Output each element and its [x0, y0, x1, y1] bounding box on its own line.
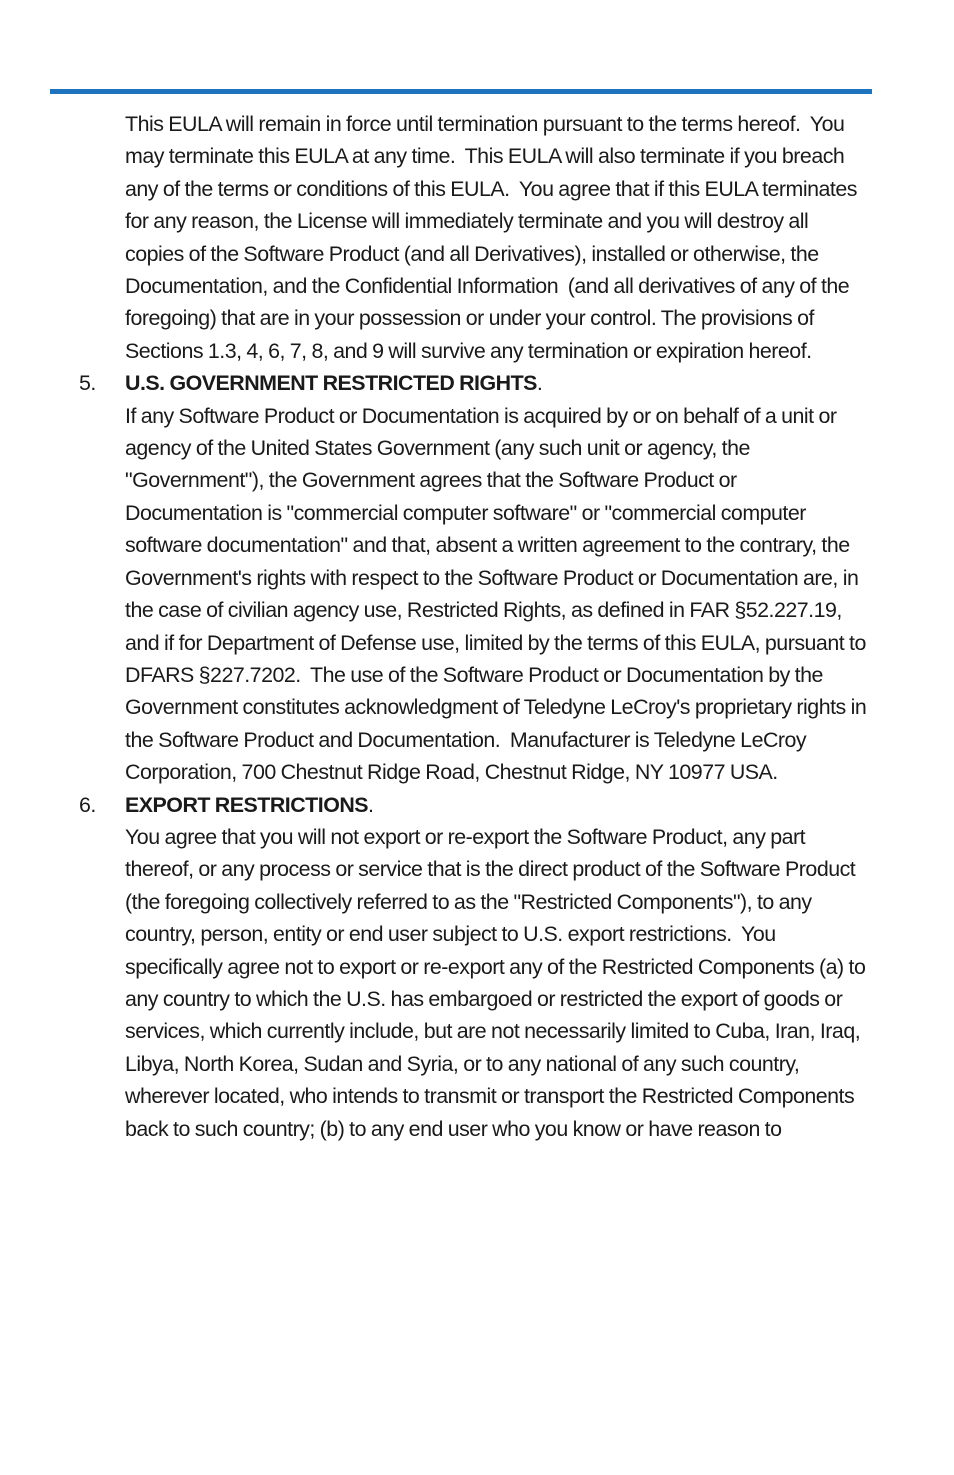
section-number: 5.: [79, 371, 96, 396]
section-title-period: .: [368, 792, 374, 817]
section-6: [79, 789, 871, 1145]
section-number: 6.: [79, 792, 96, 817]
section-title-period: .: [536, 371, 543, 396]
section-title: U.S. GOVERNMENT RESTRICTED RIGHTS: [125, 371, 537, 396]
section-body: If any Software Product or Documentation is acquired by or on behalf of a unit or agency of the United States Government (any such unit or agency, the "Government"), the Government agrees that the Software Product or Documentation is "commercial computer software" or "commercial computer software documentation" and that, absent a written agreement to the contrary, the Government's rights with respect to the Software Product or Documentation are, in the case of civilian agency use, Restricted Rights, as defined in FAR §52.227.19, and if for Department of Defense use, limited by the terms of this EULA, pursuant to DFARS §227.7202. The use of the Software Product or Documentation by the Government constitutes acknowledgment of Teledyne LeCroy's proprietary rights in the Software Product and Documentation. Manufacturer is Teledyne LeCroy Corporation, 700 Chestnut Ridge Road, Chestnut Ridge, NY 10977 USA.: [125, 403, 872, 785]
header-rule: [50, 89, 872, 94]
section-heading: [125, 789, 867, 821]
section-5: [79, 367, 872, 788]
section-heading: [125, 367, 867, 399]
document-body: [79, 108, 872, 1145]
section-body: You agree that you will not export or re-export the Software Product, any part thereof, or any process or service that is the direct product of the Software Product (the foregoing collectively referred to as the "Restricted Components"), to any country, person, entity or end user subject to U.S. export restrictions. You specifically agree not to export or re-export any of the Restricted Components (a) to any country to which the U.S. has embargoed or restricted the export of goods or services, which currently include, but are not necessarily limited to Cuba, Iran, Iraq, Libya, North Korea, Sudan and Syria, or to any national of any such country, wherever located, who intends to transmit or transport the Restricted Components back to such country; (b) to any end user who you know or have reason to: [125, 824, 871, 1141]
section-title: EXPORT RESTRICTIONS: [125, 792, 369, 817]
termination-paragraph: This EULA will remain in force until termination pursuant to the terms hereof. You may terminate this EULA at any time. This EULA will also terminate if you breach any of the terms or conditions of this EULA. You agree that if this EULA terminates for any reason, the License will immediately terminate and you will destroy all copies of the Software Product (and all Derivatives), installed or otherwise, the Documentation, and the Confidential Information (and all derivatives of any of the foregoing) that are in your possession or under your control. The provisions of Sections 1.3, 4, 6, 7, 8, and 9 will survive any termination or expiration hereof.: [125, 112, 862, 363]
